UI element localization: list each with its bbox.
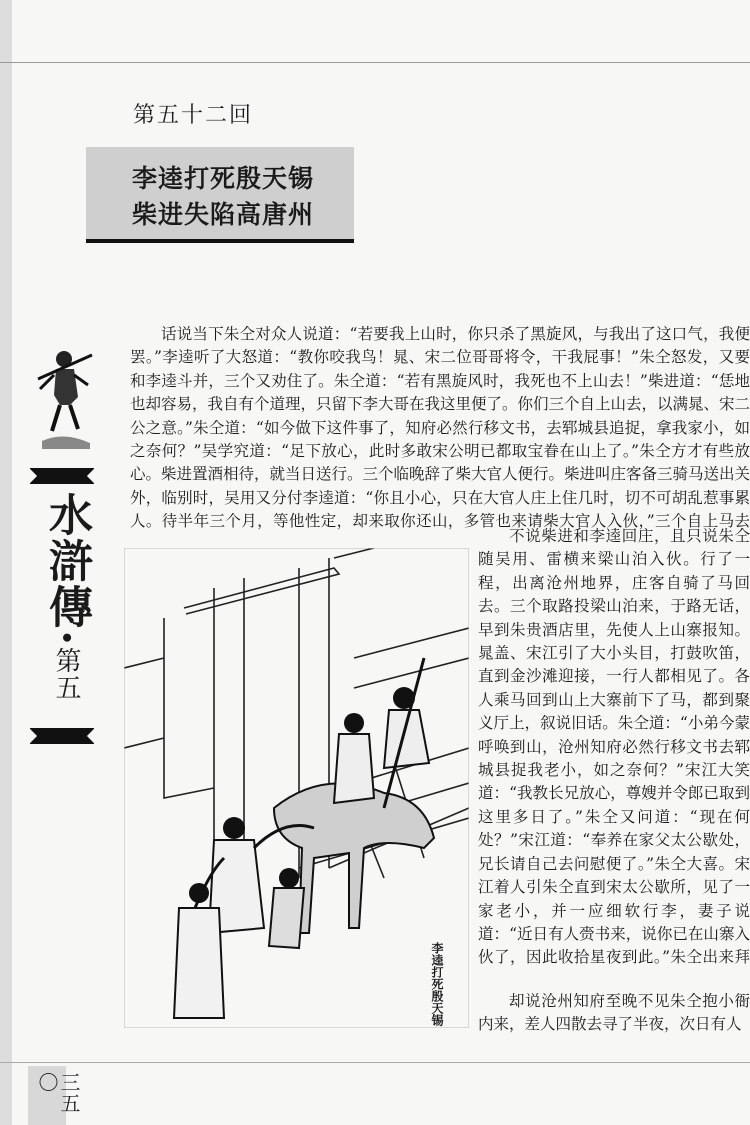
sidebar-bar-top [30,468,94,484]
woodblock-illustration [124,548,469,1028]
body-paragraph-2: 不说柴进和李逵回庄，且只说朱仝随吴用、雷横来梁山泊入伙。行了一程，出离沧州地界，庄客自骑了马回去。三个取路投梁山泊来，于路无话，早到朱贵酒店里，先使人上山寨报知。晁盖、宋江引了大小头目，打鼓吹笛，直到金沙滩迎接，一行人都相见了。各人乘马回到山上大寨前下了马，都到聚义厅上，叙说旧话。朱仝道：“小弟今蒙呼唤到山，沧州知府必然行移文书去郓城县捉我老小，如之奈何？”宋江大笑道：“我教长兄放心，尊嫂并令郎已取到这里多日了。”朱仝又问道：“现在何处？”宋江道：“奉养在家父太公歇处，兄长请自己去问慰便了。”朱仝大喜。宋江着人引朱仝直到宋太公歇所，见了一家老小，并一应细软行李，妻子说道：“近日有人赍书来，说你已在山寨入伙了，因此收拾星夜到此。”朱仝出来拜 [478,527,750,967]
illustration-caption: 李逵打死殷天锡 [430,942,444,1026]
page-gutter [0,0,12,1125]
sidebar-bar-bottom [30,728,94,744]
book-title-vertical [38,492,94,728]
body-paragraph-3: 却说沧州知府至晚不见朱仝抱小衙内来，差人四散去寻了半夜，次日有人 [478,992,750,1034]
header-rule [0,62,750,63]
chapter-number: 第五十二回 [133,103,254,128]
chapter-title-line-2: 柴进失陷高唐州 [132,200,315,229]
title-separator: · [41,630,92,648]
page-number: 三五〇 [35,1072,81,1114]
footer-rule [0,1062,750,1063]
chapter-title-block [86,147,354,243]
warrior-figure-icon [34,345,98,455]
chapter-title-line-1: 李逵打死殷天锡 [132,164,315,193]
sidebar-chapter-label: 第五 [51,647,81,702]
body-paragraph-1: 话说当下朱仝对众人说道：“若要我上山时，你只杀了黑旋风，与我出了这口气，我便罢。”李逵听了大怒道：“教你咬我鸟！晁、宋二位哥哥将令，干我屁事！”朱仝怒发，又要和李逵斗并，三个又劝住了。朱仝道：“若有黑旋风时，我死也不上山去！”柴进道：“恁地也却容易，我自有个道理，只留下李大哥在我这里便了。你们三个自上山去，以满晁、宋二公之意。”朱仝道：“如今做下这件事了，知府必然行移文书，去郓城县追捉，拿我家小，如之奈何？”吴学究道：“足下放心，此时多敢宋公明已都取宝眷在山上了。”朱仝方才有些放心。柴进置酒相待，就当日送行。三个临晚辞了柴大官人便行。柴进叫庄客备三骑马送出关外，临别时，吴用又分付李逵道：“你且小心，只在大官人庄上住几时，切不可胡乱惹事累人。待半年三个月，等他性定，却来取你还山，多管也来请柴大官人入伙，”三个自上马去 [130,325,750,531]
book-title: 水滸傳 [41,492,92,630]
